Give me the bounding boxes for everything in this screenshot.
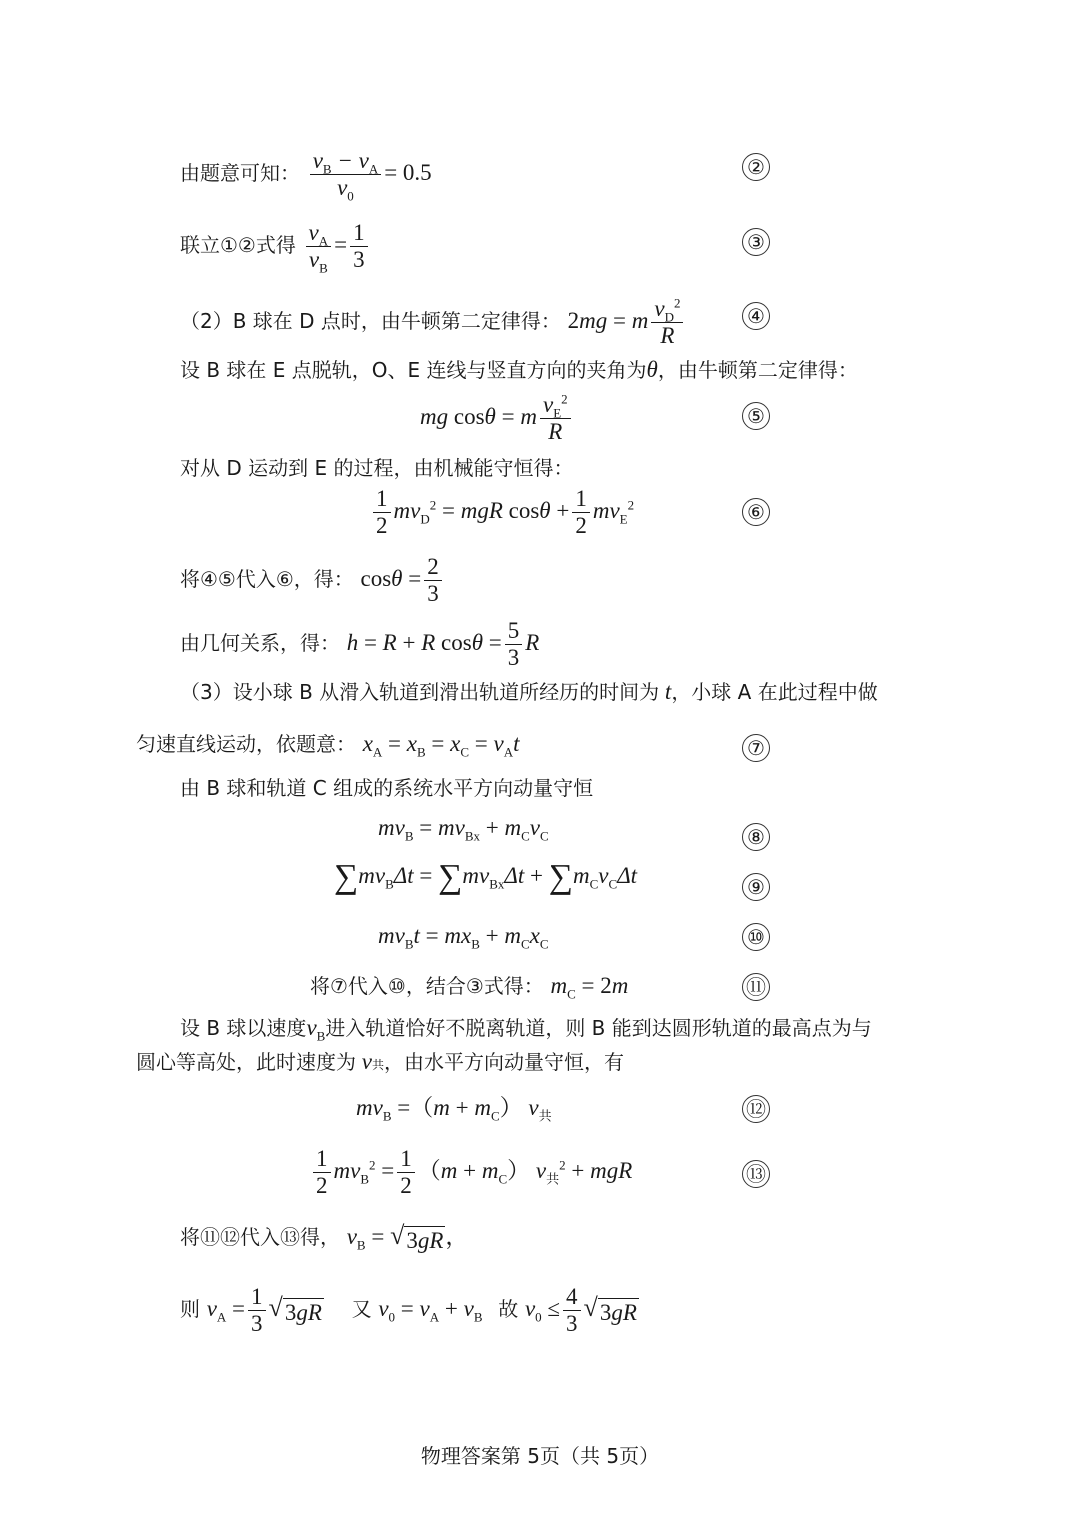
line-6 — [180, 454, 573, 482]
text-combine: 联立①②式得 — [180, 232, 296, 257]
text-part3-b: ，小球 A 在此过程中做 — [671, 680, 878, 704]
text-substitute: 将④⑤代入⑥，得： — [180, 566, 354, 591]
line-16 — [310, 972, 628, 1000]
text-derail: 设 B 球在 E 点脱轨，O、E 连线与竖直方向的夹角为 — [180, 358, 647, 382]
text-assume: 设 B 球以速度 — [180, 1016, 307, 1040]
tag-7: ⑦ — [742, 734, 770, 762]
tag-11: ⑪ — [742, 973, 770, 1001]
line-18: 圆心等高处，此时速度为 v共，由水平方向动量守恒，有 — [136, 1049, 624, 1074]
equation-5: mg cosθ = m $\frac{v_E^2}{R}$ — [420, 404, 574, 429]
equation-11: $m_C = 2m$ — [550, 973, 629, 1002]
equation-vb: $v_B$ = √ 3gR ， — [346, 1221, 469, 1253]
tag-5: ⑤ — [742, 402, 770, 430]
text-energy: 对从 D 运动到 E 的过程，由机械能守恒得： — [180, 456, 574, 480]
equation-va: $v_A$ = $\frac{1}{3}$ √ 3gR — [206, 1284, 322, 1336]
line-19 — [356, 1094, 552, 1122]
tag-2: ② — [742, 153, 770, 181]
text-also: 又 — [351, 1296, 372, 1321]
tag-6: ⑥ — [742, 498, 770, 526]
equation-2: $\frac{v_B - v_A}{v_0}$ = 0.5 — [307, 160, 432, 185]
line-22 — [180, 1284, 639, 1337]
equation-v0: $v_0 = v_A + v_B$ — [378, 1295, 483, 1325]
equation-12: $mv_B =(m + m_C)$ $v_共$ — [356, 1095, 552, 1124]
line-9 — [180, 618, 539, 671]
equation-3: $\frac{v_A}{v_B}$ = $\frac{1}{3}$ — [303, 232, 371, 257]
line-4: 设 B 球在 E 点脱轨，O、E 连线与竖直方向的夹角为θ，由牛顿第二定律得： — [180, 357, 858, 382]
tag-4: ④ — [742, 302, 770, 330]
equation-10: $mv_Bt = mx_B + m_Cx_C$ — [378, 923, 549, 952]
equation-13: $\frac{1}{2}$ $mv_B^2$ = $\frac{1}{2}$ $(m + m_C)$ $v_共^2$ + mgR — [310, 1158, 632, 1183]
line-5 — [420, 392, 574, 445]
equation-v0-bound: $v_0$ ≤ $\frac{4}{3}$ √ 3gR — [524, 1284, 637, 1336]
line-11 — [136, 730, 520, 758]
tag-13: ⑬ — [742, 1160, 770, 1188]
line-15 — [378, 922, 549, 950]
line-1 — [180, 148, 432, 204]
equation-4: 2mg = m $\frac{v_D^2}{R}$ — [568, 308, 687, 333]
line-14 — [334, 858, 638, 896]
line-17: 设 B 球以速度$v_B$进入轨道恰好不脱离轨道，则 B 能到达圆形轨道的最高点为与 — [180, 1015, 872, 1044]
text-uniform: 匀速直线运动，依题意： — [136, 732, 356, 756]
line-2 — [180, 220, 371, 276]
text-part2: （2）B 球在 D 点时，由牛顿第二定律得： — [180, 308, 561, 333]
tag-12: ⑫ — [742, 1095, 770, 1123]
line-7 — [370, 486, 634, 539]
text-result-mc: 将⑦代入⑩，结合③式得： — [310, 974, 544, 998]
text-derail-b: ，由牛顿第二定律得： — [657, 358, 858, 382]
text-geometry: 由几何关系，得： — [180, 630, 340, 655]
tag-3: ③ — [742, 228, 770, 256]
text-then: 则 — [180, 1296, 200, 1321]
line-12 — [180, 774, 593, 802]
line-10: （3）设小球 B 从滑入轨道到滑出轨道所经历的时间为 t，小球 A 在此过程中做 — [180, 679, 878, 704]
equation-7: $x_A = x_B = x_C = v_At$ — [362, 731, 520, 760]
text-center: 圆心等高处，此时速度为 — [136, 1050, 356, 1074]
line-3 — [180, 296, 686, 349]
line-20 — [310, 1146, 632, 1199]
tag-8: ⑧ — [742, 823, 770, 851]
tag-10: ⑩ — [742, 923, 770, 951]
equation-8: $mv_B = mv_{Bx} + m_Cv_C$ — [378, 815, 549, 844]
equation-9: $\sum mv_B\Delta t = \sum mv_{Bx}\Delta t + \sum m_Cv_C\Delta t$ — [334, 858, 638, 896]
text-center-b: ，由水平方向动量守恒，有 — [383, 1050, 624, 1074]
text-assume-b: 进入轨道恰好不脱离轨道，则 B 能到达圆形轨道的最高点为与 — [325, 1016, 872, 1040]
line-13 — [378, 814, 549, 842]
line-8 — [180, 554, 445, 607]
text-intro: 由题意可知： — [180, 160, 300, 185]
tag-9: ⑨ — [742, 873, 770, 901]
page-footer: 物理答案第 5页（共 5页） — [420, 1444, 660, 1468]
text-momentum: 由 B 球和轨道 C 组成的系统水平方向动量守恒 — [180, 776, 594, 800]
line-21 — [180, 1222, 468, 1255]
text-substitute-vb: 将⑪⑫代入⑬得， — [180, 1225, 340, 1249]
equation-cos: cosθ = $\frac{2}{3}$ — [360, 566, 444, 591]
equation-6: $\frac{1}{2}$ $mv_D^2$ = mgR cosθ + $\frac{1}{2}$ $mv_E^2$ — [370, 498, 634, 523]
equation-h: h = R + R cosθ = $\frac{5}{3}$ R — [346, 618, 540, 670]
text-therefore: 故 — [498, 1296, 519, 1321]
text-part3: （3）设小球 B 从滑入轨道到滑出轨道所经历的时间为 — [180, 680, 660, 704]
